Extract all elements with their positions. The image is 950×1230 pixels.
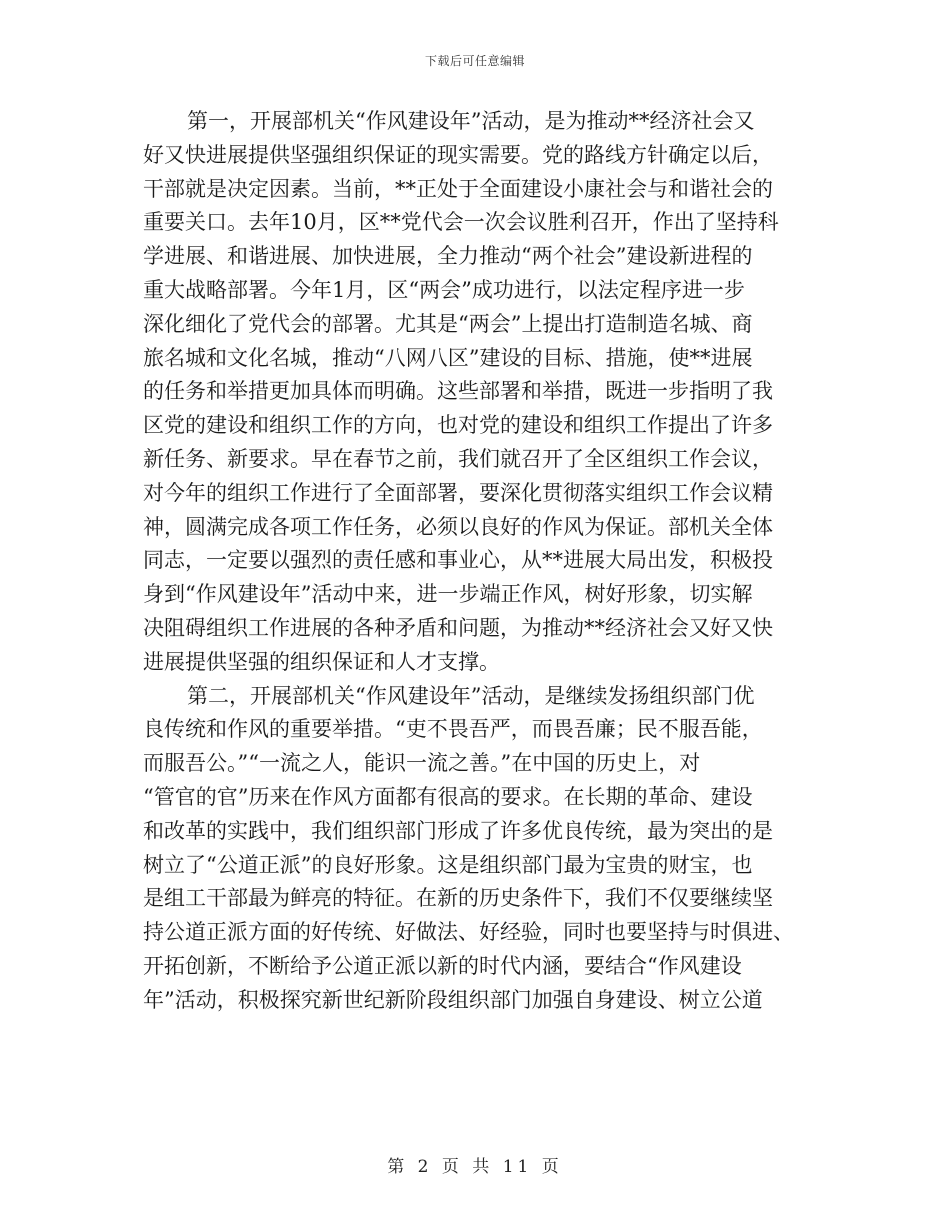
text-line: 决阻碍组织工作进展的各种矛盾和问题，为推动**经济社会又好又快 — [143, 615, 773, 640]
text-line: 同志，一定要以强烈的责任感和事业心，从**进展大局出发，积极投 — [143, 548, 773, 573]
text-line: 的任务和举措更加具体而明确。这些部署和举措，既进一步指明了我 — [143, 379, 773, 404]
text-line: 而服吾公。”“一流之人，能识一流之善。”在中国的历史上，对 — [143, 751, 701, 776]
text-line: 旅名城和文化名城，推动“八网八区”建设的目标、措施，使**进展 — [143, 345, 753, 370]
text-line: 良传统和作风的重要举措。“吏不畏吾严，而畏吾廉；民不服吾能， — [143, 717, 763, 742]
text-line: 区党的建设和组织工作的方向，也对党的建设和组织工作提出了许多 — [143, 413, 773, 438]
paragraph — [143, 680, 807, 1018]
document-body — [143, 105, 807, 1018]
text-line: 持公道正派方面的好传统、好做法、好经验，同时也要坚持与时俱进、 — [143, 920, 794, 945]
text-line: 树立了“公道正派”的良好形象。这是组织部门最为宝贵的财宝，也 — [143, 852, 753, 877]
text-line: 和改革的实践中，我们组织部门形成了许多优良传统，最为突出的是 — [143, 818, 773, 843]
text-line: 好又快进展提供坚强组织保证的现实需要。党的路线方针确定以后， — [143, 142, 773, 167]
page-footer: 第 2 页 共 11 页 — [387, 1157, 563, 1177]
text-line: 进展提供坚强的组织保证和人才支撑。 — [143, 649, 500, 674]
text-line: 学进展、和谐进展、加快进展，全力推动“两个社会”建设新进程的 — [143, 244, 753, 269]
paragraph-container — [143, 105, 807, 1018]
text-line: 身到“作风建设年”活动中来，进一步端正作风，树好形象，切实解 — [143, 582, 753, 607]
text-line: 第一，开展部机关“作风建设年”活动，是为推动**经济社会又 — [187, 109, 755, 133]
text-line: 第二，开展部机关“作风建设年”活动，是继续发扬组织部门优 — [187, 683, 755, 708]
page-header: 下载后可任意编辑 — [424, 54, 525, 68]
paragraph — [143, 105, 807, 680]
text-line: 是组工干部最为鲜亮的特征。在新的历史条件下，我们不仅要继续坚 — [143, 886, 773, 911]
text-line: 重大战略部署。今年1月，区“两会”成功进行，以法定程序进一步 — [143, 277, 745, 302]
text-line: 开拓创新，不断给予公道正派以新的时代内涵，要结合“作风建设 — [143, 953, 742, 978]
text-line: “管官的官”历来在作风方面都有很高的要求。在长期的革命、建设 — [143, 784, 753, 809]
text-line: 新任务、新要求。早在春节之前，我们就召开了全区组织工作会议， — [143, 446, 773, 471]
text-line: 干部就是决定因素。当前，**正处于全面建设小康社会与和谐社会的 — [143, 176, 773, 201]
text-line: 神，圆满完成各项工作任务，必须以良好的作风为保证。部机关全体 — [143, 514, 773, 539]
text-line: 年”活动，积极探究新世纪新阶段组织部门加强自身建设、树立公道 — [143, 987, 763, 1012]
text-line: 对今年的组织工作进行了全面部署，要深化贯彻落实组织工作会议精 — [143, 480, 773, 505]
text-line: 深化细化了党代会的部署。尤其是“两会”上提出打造制造名城、商 — [143, 311, 753, 336]
text-line: 重要关口。去年10月，区**党代会一次会议胜利召开，作出了坚持科 — [143, 210, 779, 235]
